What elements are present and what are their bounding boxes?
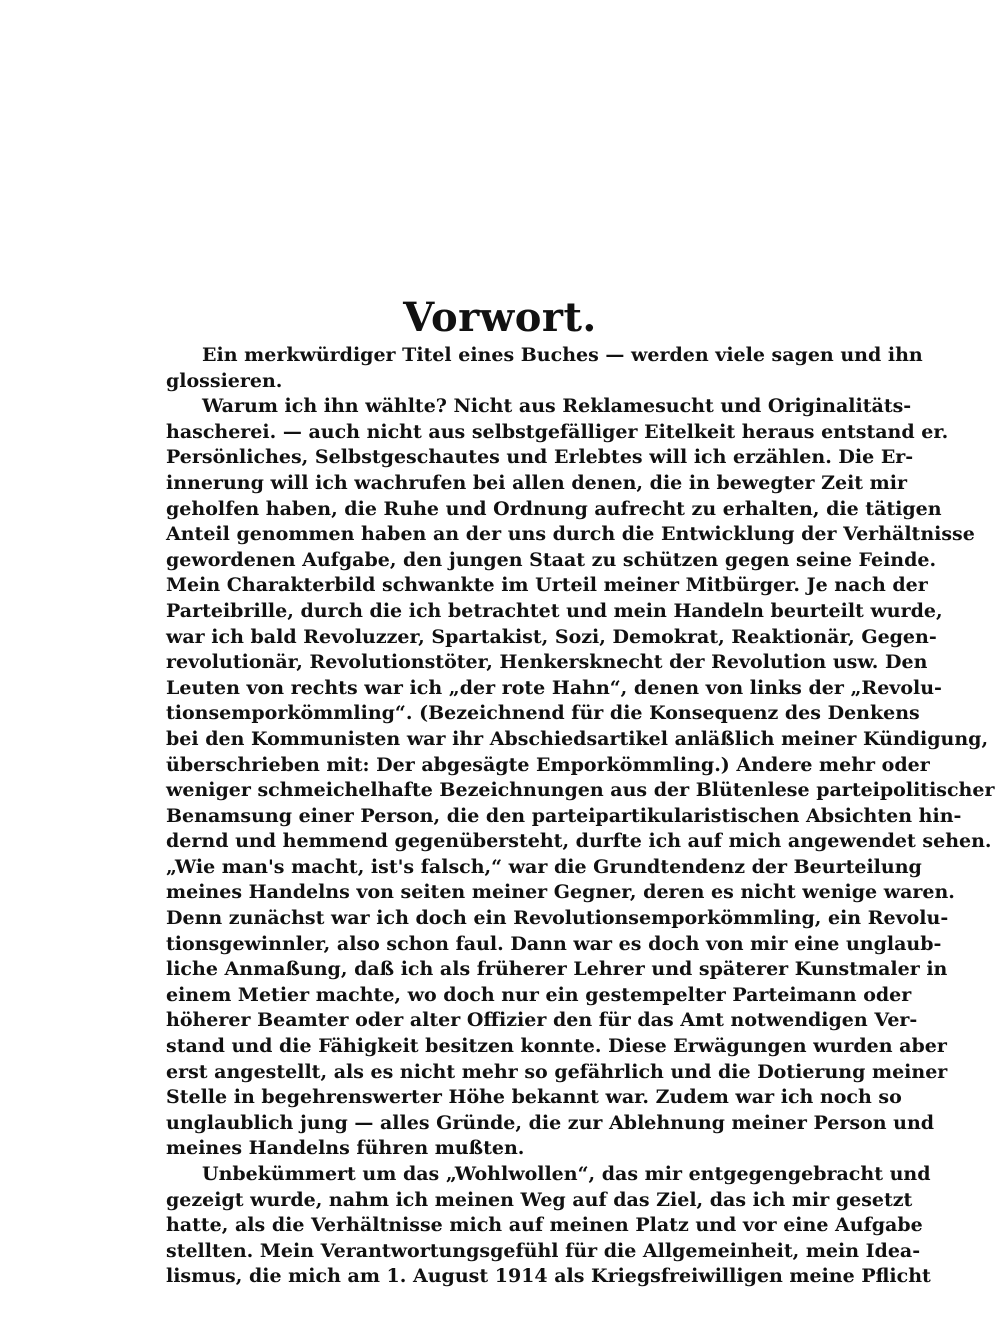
text-line: Leuten von rechts war ich „der rote Hahn“, denen von links der „Revolu- [166,676,942,699]
text-line: meines Handelns von seiten meiner Gegner, deren es nicht wenige waren. [166,881,955,904]
text-line: innerung will ich wachrufen bei allen denen, die in bewegter Zeit mir [166,471,908,494]
text-line: dernd und hemmend gegenübersteht, durfte ich auf mich angewendet sehen. [166,830,992,853]
text-line: glossieren. [166,369,283,392]
text-line: Benamsung einer Person, die den parteipartikularistischen Absichten hin- [166,804,962,827]
page-title: Vorwort. [403,294,597,341]
text-line: Parteibrille, durch die ich betrachtet und mein Handeln beurteilt wurde, [166,599,943,622]
text-line: stellten. Mein Verantwortungsgefühl für die Allgemeinheit, mein Idea- [166,1239,921,1262]
text-line: gezeigt wurde, nahm ich meinen Weg auf das Ziel, das ich mir gesetzt [166,1188,913,1211]
text-line: liche Anmaßung, daß ich als früherer Lehrer und späterer Kunstmaler in [166,958,948,981]
text-line: bei den Kommunisten war ihr Abschiedsartikel anläßlich meiner Kündigung, [166,727,989,750]
text-line: höherer Beamter oder alter Offizier den für das Amt notwendigen Ver- [166,1009,918,1032]
text-line: Persönliches, Selbstgeschautes und Erlebtes will ich erzählen. Die Er- [166,446,914,469]
text-line: tionsgewinnler, also schon faul. Dann war es doch von mir eine unglaub- [166,932,942,955]
body-text [166,343,995,1290]
text-line: lismus, die mich am 1. August 1914 als Kriegsfreiwilligen meine Pflicht [166,1265,931,1288]
text-line: Stelle in begehrenswerter Höhe bekannt war. Zudem war ich noch so [166,1086,902,1109]
text-line: hatte, als die Verhältnisse mich auf meinen Platz und vor eine Aufgabe [166,1214,923,1237]
text-line: Anteil genommen haben an der uns durch die Entwicklung der Verhältnisse [166,523,975,546]
text-line: war ich bald Revoluzzer, Spartakist, Sozi, Demokrat, Reaktionär, Gegen- [166,625,937,648]
text-line: weniger schmeichelhafte Bezeichnungen aus der Blütenlese parteipolitischer [166,779,995,802]
text-line: einem Metier machte, wo doch nur ein gestempelter Parteimann oder [166,983,912,1006]
text-line: geholfen haben, die Ruhe und Ordnung aufrecht zu erhalten, die tätigen [166,497,942,520]
text-line: Mein Charakterbild schwankte im Urteil meiner Mitbürger. Je nach der [166,574,928,597]
text-line: Ein merkwürdiger Titel eines Buches — werden viele sagen und ihn [202,344,923,366]
text-line: Denn zunächst war ich doch ein Revolutionsemporkömmling, ein Revolu- [166,907,949,930]
text-line: tionsemporkömmling“. (Bezeichnend für die Konsequenz des Denkens [166,702,920,725]
text-line: überschrieben mit: Der abgesägte Emporkömmling.) Andere mehr oder [166,753,930,776]
text-line: Warum ich ihn wählte? Nicht aus Reklamesucht und Originalitäts- [202,395,912,418]
text-line: meines Handelns führen mußten. [166,1137,525,1160]
text-line: stand und die Fähigkeit besitzen konnte. Diese Erwägungen wurden aber [166,1035,947,1058]
text-line: erst angestellt, als es nicht mehr so gefährlich und die Dotierung meiner [166,1060,948,1083]
text-line: „Wie man's macht, ist's falsch,“ war die Grundtendenz der Beurteilung [166,855,922,878]
text-line: revolutionär, Revolutionstöter, Henkersknecht der Revolution usw. Den [166,651,928,674]
text-line: hascherei. — auch nicht aus selbstgefälliger Eitelkeit heraus entstand er. [166,420,949,443]
text-line: gewordenen Aufgabe, den jungen Staat zu schützen gegen seine Feinde. [166,548,937,571]
text-line: Unbekümmert um das „Wohlwollen“, das mir entgegengebracht und [202,1163,931,1185]
text-line: unglaublich jung — alles Gründe, die zur Ablehnung meiner Person und [166,1111,935,1134]
